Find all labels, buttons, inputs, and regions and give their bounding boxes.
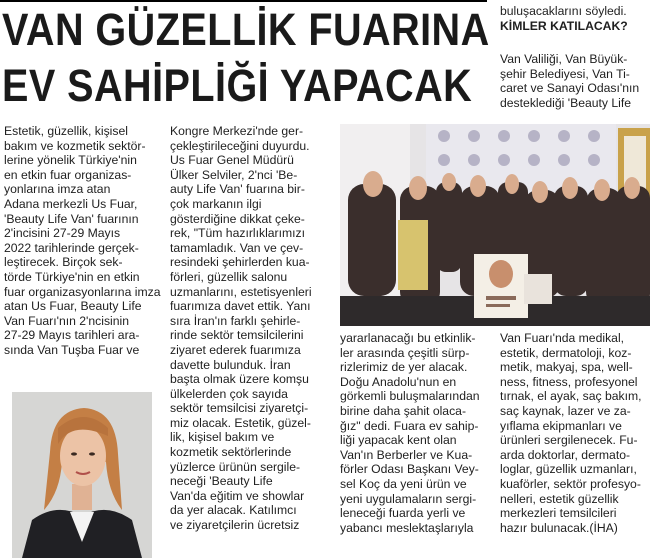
headline-line-1: VAN GÜZELLİK FUARINA bbox=[2, 4, 490, 55]
column-4-bottom-text: Van Fuarı'nda medikal, estetik, dermatoloji, koz- metik, makyaj, spa, well- ness, fitness, profesyonel tırnak, el ayak, saç bakım, saç kaynak, lazer ve za- yıflama ekipmanları ve ürünleri sergilenecek. Fu- arda doktorlar, dermato- loglar, güzellik uzmanları, kuaförler, sektör profesyo- nelleri, estetik güzellik merkezleri temsilcileri hazır bulunacak.(İHA) bbox=[500, 331, 642, 535]
column-1-text: Estetik, güzellik, kişisel bakım ve kozmetik sektör- lerine yönelik Türkiye'nin en etkin fuar organizas- yonlarına imza atan Adana merkezli Us Fuar, 'Beauty Life Van' fuarının 2'incisini 27-29 Mayıs 2022 tarihlerinde gerçek- leştirecek. Birçok sek- törde Türkiye'nin en etkin fuar organizasyonlarına imza atan Us Fuar, Beauty Life Van Fuarı'nın 2'ncisinin 27-29 Mayıs tarihleri ara- sında Van Tuşba Fuar ve bbox=[4, 124, 161, 357]
portrait-illustration bbox=[12, 392, 152, 558]
section-subheading: KİMLER KATILACAK? bbox=[500, 18, 628, 33]
portrait-photo bbox=[12, 392, 152, 558]
column-3-text: yararlanacağı bu etkinlik- ler arasında çeşitli sürp- rizlerimiz de yer alacak. Doğu Anadolu'nun en görkemli buluşmalarından birine daha şahit olaca- ğız" dedi. Fuara ev sahip- liği yapacak kent olan Van'ın Berberler ve Kua- förler Odası Başkanı Vey- sel Koç da yeni ürün ve yeni uygulamaların sergi- leneceği fuarda yerli ve yabancı meslektaşlarıyla bbox=[340, 331, 480, 535]
group-photo-illustration bbox=[340, 124, 650, 326]
group-photo bbox=[340, 124, 650, 326]
column-4-top bbox=[500, 4, 650, 111]
headline-line-2: EV SAHİPLİĞİ YAPACAK bbox=[2, 60, 473, 111]
article-headline bbox=[2, 2, 490, 114]
column-4-top-text: Van Valiliği, Van Büyük- şehir Belediyesi, Van Ti- caret ve Sanayi Odası'nın desteklediği 'Beauty Life bbox=[500, 52, 640, 110]
column-4-continuation: buluşacaklarını söyledi. bbox=[500, 4, 627, 18]
column-2-text: Kongre Merkezi'nde ger- çekleştirileceğini duyurdu. Us Fuar Genel Müdürü Ülker Selviler, 2'nci 'Be- auty Life Van' fuarına bir- çok markanın ilgi gösterdiğine dikkat çeke- rek, "Tüm hazırlıklarımızı tamamladık. Van ve çev- resindeki şehirlerden kua- förleri, güzellik salonu uzmanlarını, estetisyenleri fuarımıza davet ettik. Yanı sıra İran'ın farklı şehirle- rinde sektör temsilcilerini ziyaret ederek fuarımıza davette bulunduk. İran başta olmak üzere komşu ülkelerden çok sayıda sektör temsilcisi ziyaretçi- miz olacak. Estetik, güzel- lik, kişisel bakım ve kozmetik sektörlerinde yüzlerce ürünün sergile- neceği 'Beauty Life Van'da eğitim ve showlar da yer alacak. Katılımcı ve ziyaretçilerin ücretsiz bbox=[170, 124, 312, 533]
